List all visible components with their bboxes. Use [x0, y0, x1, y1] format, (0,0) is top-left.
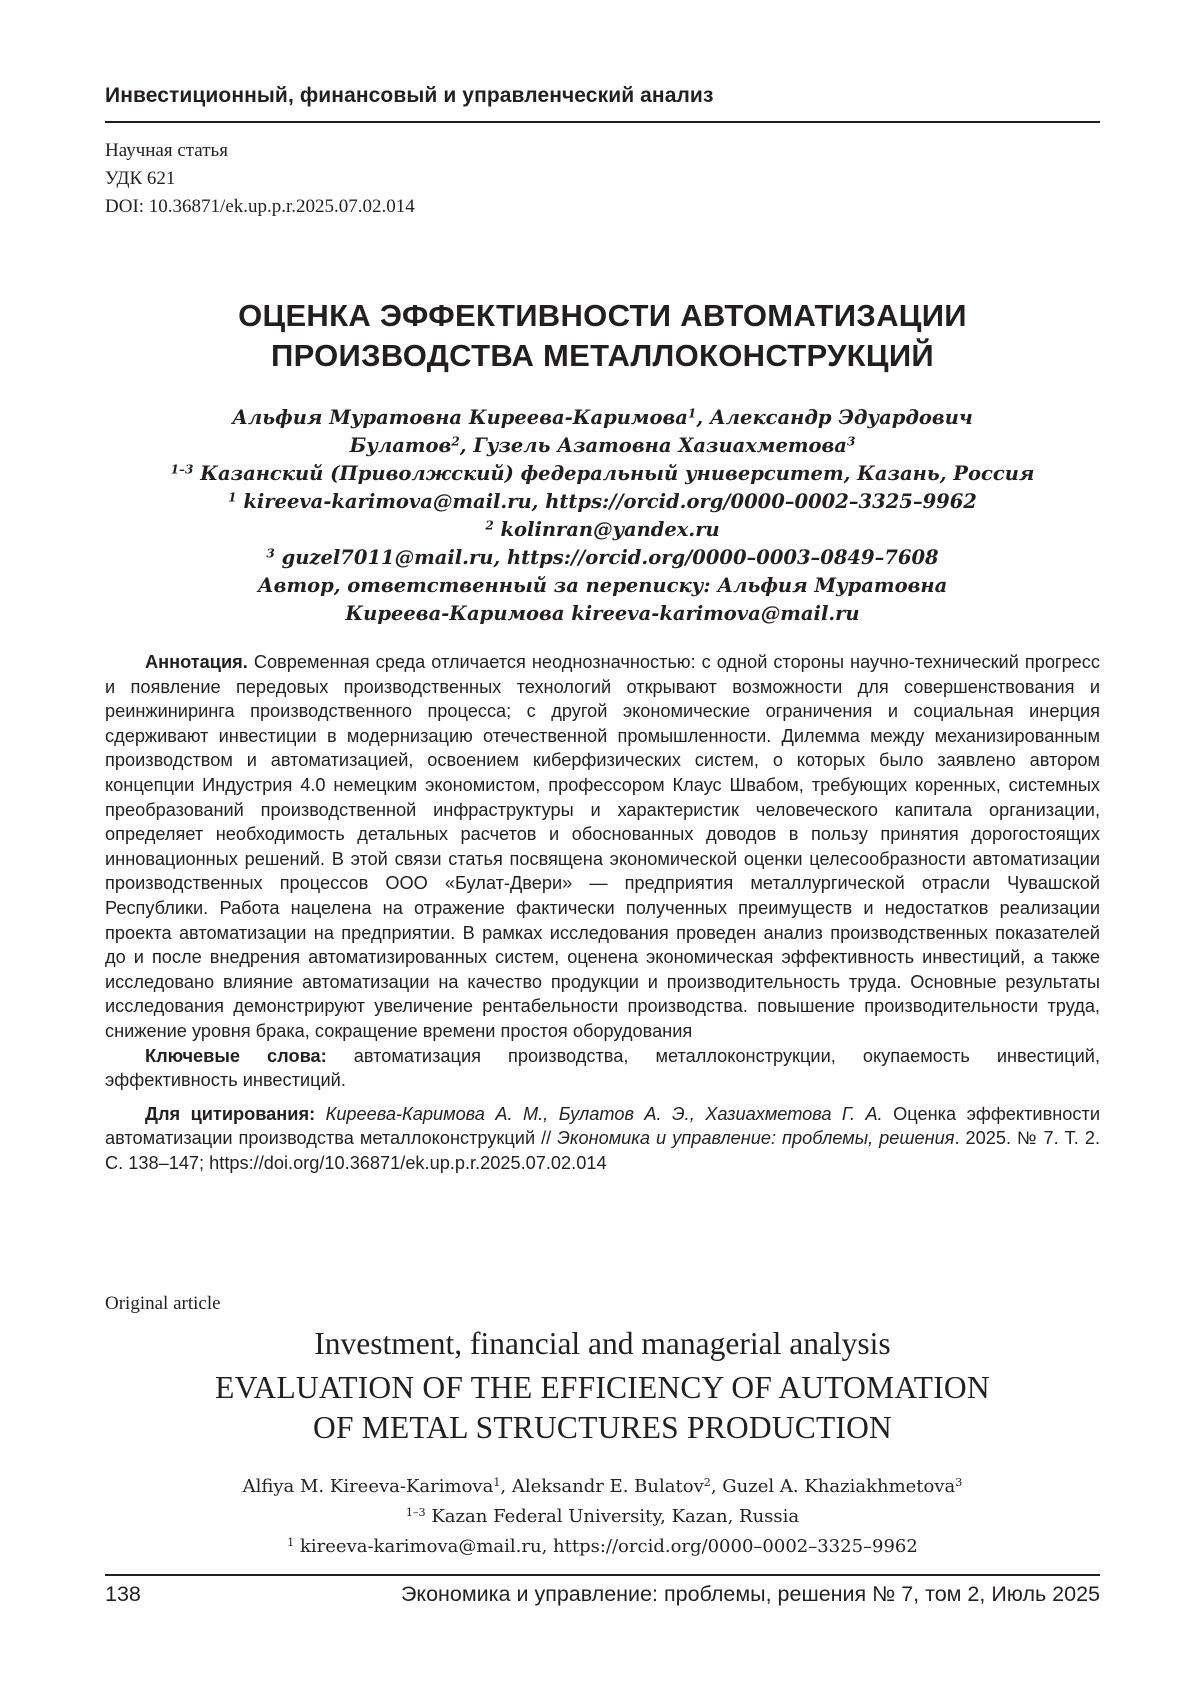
article-page [105, 0, 1100, 1698]
keywords-paragraph [105, 1044, 1100, 1093]
citation-label: Для цитирования: [145, 1104, 315, 1124]
author-1-name: Альфия Муратовна Киреева-Каримова [232, 406, 688, 429]
contact-en-1 [105, 1532, 1100, 1562]
contact-3-text[interactable]: guzel7011@mail.ru, https://orcid.org/0000–0003–0849–7608 [282, 546, 939, 569]
page-number: 138 [105, 1582, 141, 1607]
authors-en-line: Alfiya M. Kireeva-Karimova1, Aleksandr E. Bulatov2, Guzel A. Khaziakhmetova3 [105, 1472, 1100, 1502]
article-title-ru [105, 296, 1100, 376]
author-en-1-sup: 1 [493, 1476, 500, 1489]
author-2-name-part-2: Булатов [350, 434, 452, 457]
contact-3-sup: 3 [266, 546, 274, 560]
corresponding-author-line-1: Автор, ответственный за переписку: Альфия Муратовна [105, 572, 1100, 600]
author-en-1: Alfiya M. Kireeva-Karimova [243, 1476, 494, 1497]
title-ru-line-1: ОЦЕНКА ЭФФЕКТИВНОСТИ АВТОМАТИЗАЦИИ [105, 296, 1100, 336]
keywords-label: Ключевые слова: [145, 1046, 327, 1066]
contact-en-1-sup: 1 [287, 1536, 294, 1549]
contact-2-text[interactable]: kolinran@yandex.ru [501, 518, 720, 541]
affiliation-sup: 1–3 [171, 462, 194, 476]
contact-2 [105, 516, 1100, 544]
affiliation-en-sup: 1–3 [406, 1506, 426, 1519]
author-2-name-part-1: Александр Эдуардович [710, 406, 973, 429]
citation-title: Оценка эффективности автоматизации производства металлоконструкций // [105, 1104, 1100, 1149]
author-2-sup: 2 [451, 434, 459, 448]
header-divider [105, 121, 1100, 123]
author-3-sup: 3 [847, 434, 855, 448]
authors-block-ru [105, 404, 1100, 628]
udk-code: УДК 621 [105, 165, 415, 193]
authors-line-2: Булатов2, Гузель Азатовна Хазиахметова3 [105, 432, 1100, 460]
author-en-2: Aleksandr E. Bulatov [512, 1476, 704, 1497]
abstract-label: Аннотация. [145, 652, 248, 672]
journal-footer: Экономика и управление: проблемы, решения № 7, том 2, Июль 2025 [401, 1582, 1100, 1607]
contact-3 [105, 544, 1100, 572]
title-ru-line-2: ПРОИЗВОДСТВА МЕТАЛЛОКОНСТРУКЦИЙ [105, 336, 1100, 376]
author-en-3-sup: 3 [955, 1476, 962, 1489]
contact-en-1-text[interactable]: kireeva-karimova@mail.ru, https://orcid.org/0000–0002–3325–9962 [300, 1536, 918, 1557]
contact-2-sup: 2 [485, 518, 493, 532]
keywords-text: автоматизация производства, металлоконструкции, окупаемость инвестиций, эффективность инвестиций. [105, 1046, 1100, 1091]
section-header-en: Investment, financial and managerial analysis [105, 1322, 1100, 1366]
affiliation-ru [105, 460, 1100, 488]
citation-authors: Киреева-Каримова А. М., Булатов А. Э., Хазиахметова Г. А. [326, 1104, 883, 1124]
author-en-3: Guzel A. Khaziakhmetova [722, 1476, 955, 1497]
author-1-sup: 1 [688, 406, 696, 420]
footer-divider [105, 1574, 1100, 1576]
contact-1 [105, 488, 1100, 516]
article-meta [105, 137, 415, 221]
abstract-paragraph [105, 650, 1100, 1044]
affiliation-en [105, 1502, 1100, 1532]
authors-line-1: Альфия Муратовна Киреева-Каримова1, Александр Эдуардович [105, 404, 1100, 432]
citation-rest[interactable]: . 2025. № 7. Т. 2. С. 138–147; https://doi.org/10.36871/ek.up.p.r.2025.07.02.014 [105, 1128, 1100, 1173]
author-3-name: Гузель Азатовна Хазиахметова [473, 434, 847, 457]
original-article-label: Original article [105, 1293, 221, 1315]
abstract-block [105, 650, 1100, 1175]
abstract-text: Современная среда отличается неоднозначностью: с одной стороны научно-технический прогресс и появление передовых производственных технологий открывают возможности для совершенствования и реинжиниринга производственного процесса; с другой экономические ограничения и социальная инерция сдерживают инвестиции в модернизацию отечественной промышленности. Дилемма между механизированным производством и автоматизацией, освоением киберфизических систем, о которых было заявлено автором концепции Индустрия 4.0 немецким экономистом, профессором Клаус Швабом, требующих коренных, системных преобразований производственной инфраструктуры и характеристик человеческого капитала организации, определяет необходимость детальных расчетов и обоснованных доводов в пользу принятия дорогостоящих инновационных решений. В этой связи статья посвящена экономической оценки целесообразности автоматизации производственных процессов ООО «Булат-Двери» — предприятия металлургической отрасли Чувашской Республики. Работа нацелена на отражение фактически полученных преимуществ и недостатков реализации проекта автоматизации на предприятии. В рамках исследования проведен анализ производственных показателей до и после внедрения автоматизированных систем, оценена экономическая эффективность инвестиций, а также исследовано влияние автоматизации на качество продукции и производительность труда. Основные результаты исследования демонстрируют увеличение рентабельности производства. повышение производительности труда, снижение уровня брака, сокращение времени простоя оборудования [105, 652, 1100, 1041]
contact-1-text[interactable]: kireeva-karimova@mail.ru, https://orcid.org/0000–0002–3325–9962 [243, 490, 977, 513]
title-en-line-2: OF METAL STRUCTURES PRODUCTION [105, 1408, 1100, 1448]
doi[interactable]: DOI: 10.36871/ek.up.p.r.2025.07.02.014 [105, 193, 415, 221]
affiliation-en-text: Kazan Federal University, Kazan, Russia [431, 1506, 799, 1527]
article-title-en [105, 1368, 1100, 1448]
title-en-line-1: EVALUATION OF THE EFFICIENCY OF AUTOMATION [105, 1368, 1100, 1408]
authors-block-en [105, 1472, 1100, 1562]
citation-paragraph [105, 1102, 1100, 1176]
article-type: Научная статья [105, 137, 415, 165]
author-en-2-sup: 2 [704, 1476, 711, 1489]
citation-journal: Экономика и управление: проблемы, решения [557, 1128, 954, 1148]
section-header: Инвестиционный, финансовый и управленческий анализ [105, 84, 1100, 108]
contact-1-sup: 1 [228, 490, 236, 504]
corresponding-author-line-2[interactable]: Киреева-Каримова kireeva-karimova@mail.ru [105, 600, 1100, 628]
affiliation-text: Казанский (Приволжский) федеральный университет, Казань, Россия [200, 462, 1034, 485]
